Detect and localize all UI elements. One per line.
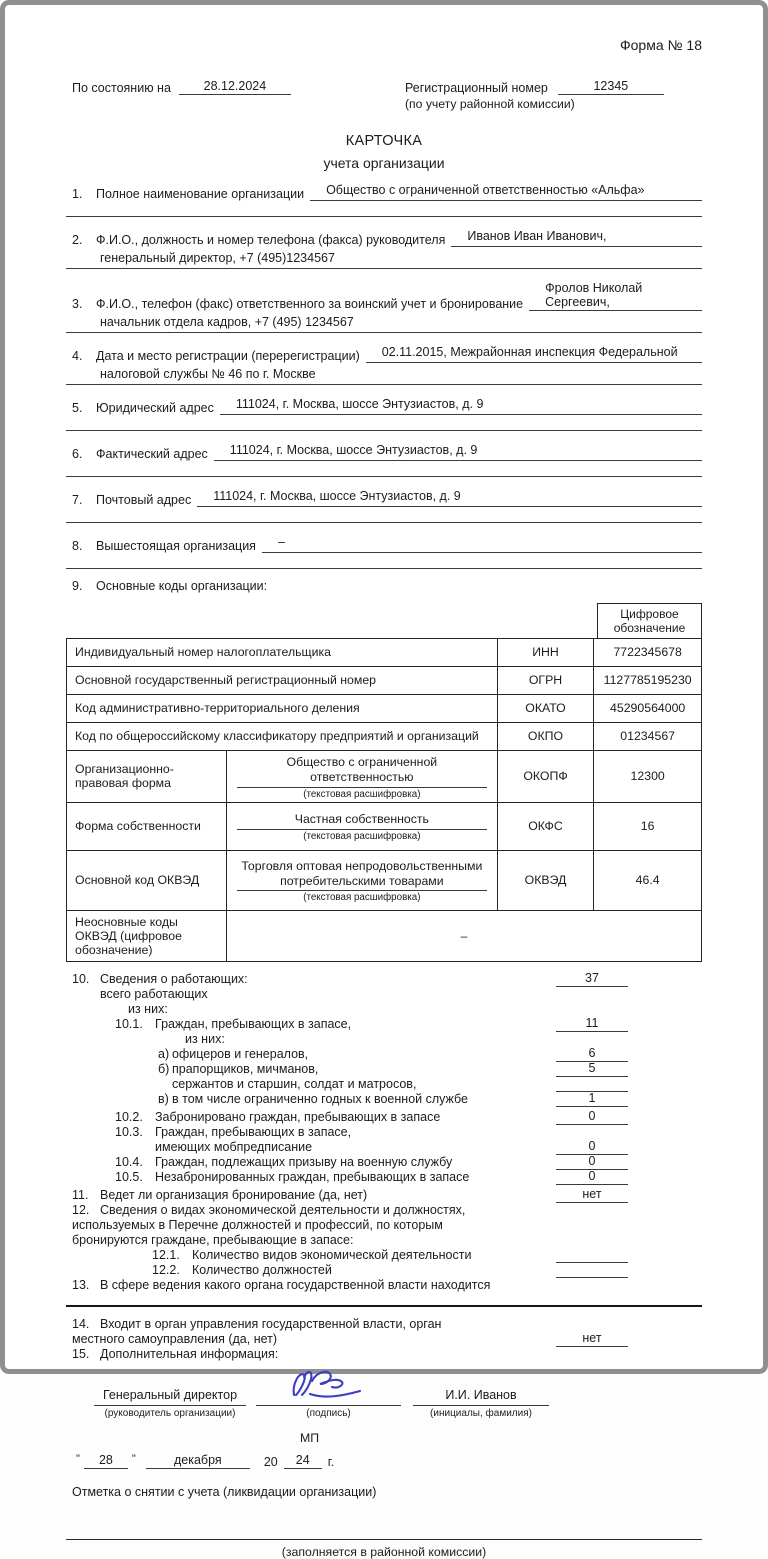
- staff-line: а) офицеров и генералов, 6: [66, 1047, 702, 1062]
- staff-line: из них:: [185, 1031, 225, 1046]
- staff-line: 10.5. Незабронированных граждан, пребывающих в запасе 0: [66, 1170, 702, 1185]
- code-value: 01234567: [594, 722, 702, 750]
- document-subtitle: учета организации: [323, 155, 445, 171]
- code-text-value: Частная собственность: [237, 812, 487, 829]
- digital-designation-header: Цифровое обозначение: [597, 603, 702, 639]
- field-value: 111024, г. Москва, шоссе Энтузиастов, д. 9: [197, 489, 702, 507]
- field-continuation-line: начальник отдела кадров, +7 (495) 1234567: [66, 315, 702, 333]
- table-row: [67, 802, 702, 850]
- staff-line: сержантов и старшин, солдат и матросов,: [66, 1077, 702, 1092]
- code-value: 1127785195230: [594, 666, 702, 694]
- code-abbr: ОКАТО: [497, 694, 594, 722]
- code-label: Организационно-правовая форма: [67, 750, 227, 802]
- staff-value: 37: [556, 972, 628, 987]
- staff-value: [556, 1263, 628, 1278]
- staff-line: 12.2. Количество должностей: [66, 1263, 702, 1278]
- field-continuation-line: [66, 557, 702, 569]
- table-row: [67, 694, 702, 722]
- staff-value: нет: [556, 1188, 628, 1203]
- codes-table: [66, 638, 702, 962]
- code-label: Код по общероссийскому классификатору предприятий и организаций: [67, 722, 498, 750]
- staff-value: 6: [556, 1047, 628, 1062]
- field-value: Фролов Николай Сергеевич,: [529, 281, 702, 311]
- staff-line: б) прапорщиков, мичманов, 5: [66, 1062, 702, 1077]
- code-label: Форма собственности: [67, 802, 227, 850]
- registration-number-label: Регистрационный номер: [405, 81, 548, 95]
- code-abbr: ОКВЭД: [497, 850, 594, 910]
- code-label: Основной государственный регистрационный номер: [67, 666, 498, 694]
- code-abbr: ИНН: [497, 638, 594, 666]
- staff-line: 10.3. Граждан, пребывающих в запасе,: [115, 1124, 352, 1139]
- date-month-field: декабря: [146, 1453, 250, 1469]
- staff-value: 5: [556, 1062, 628, 1077]
- staff-line: в) в том числе ограниченно годных к военной службе 1: [66, 1092, 702, 1107]
- registration-number-field: 12345: [558, 79, 664, 95]
- code-value: 16: [594, 802, 702, 850]
- deregistration-note: Отметка о снятии с учета (ликвидации организации): [72, 1484, 377, 1499]
- code-abbr: ОКОПФ: [497, 750, 594, 802]
- quote-mark: ": [76, 1452, 80, 1465]
- staff-line: имеющих мобпредписание 0: [66, 1140, 702, 1155]
- code-value: –: [227, 910, 702, 961]
- code-abbr: ОКПО: [497, 722, 594, 750]
- field-number: 2.: [72, 233, 83, 247]
- staff-value: 0: [556, 1140, 628, 1155]
- staff-value: нет: [556, 1332, 628, 1347]
- signer-name-caption: (инициалы, фамилия): [430, 1407, 532, 1419]
- codes-section: [66, 579, 702, 962]
- staff-value: 0: [556, 1170, 628, 1185]
- staff-line: 10.2. Забронировано граждан, пребывающих в запасе 0: [66, 1110, 702, 1125]
- table-row: [67, 722, 702, 750]
- field-value: Иванов Иван Иванович,: [451, 229, 702, 247]
- staff-line: 10. Сведения о работающих: 37: [66, 972, 702, 987]
- field-value: –: [262, 535, 702, 553]
- field-number: 1.: [72, 187, 83, 201]
- header-meta-row: [72, 79, 702, 123]
- date-row: [72, 1453, 702, 1469]
- staff-line: 12.1. Количество видов экономической деятельности: [66, 1248, 702, 1263]
- text-transcript-note: (текстовая расшифровка): [303, 788, 421, 800]
- code-text-value: Общество с ограниченной ответственностью: [237, 755, 487, 788]
- field-continuation-line: [66, 511, 702, 523]
- staff-line: 14. Входит в орган управления государственной власти, орган: [72, 1316, 442, 1331]
- codes-section-label: Основные коды организации:: [96, 579, 268, 593]
- field-label: Фактический адрес: [96, 447, 208, 461]
- footer-note: (заполняется в районной комиссии): [281, 1544, 487, 1559]
- code-text-value: Торговля оптовая непродовольственными потребительскими товарами: [237, 859, 487, 892]
- staff-line: 12. Сведения о видах экономической деятельности и должностях,: [72, 1202, 466, 1217]
- field-label: Ф.И.О., телефон (факс) ответственного за воинский учет и бронирование: [96, 297, 524, 311]
- tail-section: [66, 1317, 702, 1362]
- staff-value: 0: [556, 1155, 628, 1170]
- staff-value: 1: [556, 1092, 628, 1107]
- field-label: Вышестоящая организация: [96, 539, 256, 553]
- field-value: 111024, г. Москва, шоссе Энтузиастов, д. 9: [214, 443, 702, 461]
- code-abbr: ОГРН: [497, 666, 594, 694]
- field-value: 02.11.2015, Межрайонная инспекция Федеральной: [366, 345, 702, 363]
- field-4: [66, 345, 702, 385]
- field-continuation-line: [66, 205, 702, 217]
- field-number: 4.: [72, 349, 83, 363]
- table-row: [67, 638, 702, 666]
- table-row: [67, 910, 702, 961]
- field-label: Дата и место регистрации (перерегистрации): [96, 349, 360, 363]
- signer-position: Генеральный директор: [94, 1388, 246, 1406]
- code-abbr: ОКФС: [497, 802, 594, 850]
- staff-line: 13. В сфере ведения какого органа государственной власти находится: [72, 1277, 491, 1292]
- field-label: Почтовый адрес: [96, 493, 192, 507]
- text-transcript-note: (текстовая расшифровка): [303, 830, 421, 842]
- table-row: [67, 850, 702, 910]
- field-continuation-line: генеральный директор, +7 (495)1234567: [66, 251, 702, 269]
- field-number: 9.: [72, 579, 83, 593]
- field-continuation-line: [66, 465, 702, 477]
- staff-line: 15. Дополнительная информация:: [72, 1346, 279, 1361]
- registration-number-note: (по учету районной комиссии): [405, 97, 575, 111]
- code-value: 45290564000: [594, 694, 702, 722]
- table-row: [67, 666, 702, 694]
- field-1: [66, 183, 702, 217]
- form-number: Форма № 18: [620, 37, 702, 53]
- as-of-label: По состоянию на: [72, 81, 171, 95]
- date-century: 20: [263, 1454, 278, 1469]
- date-year-field: 24: [284, 1453, 322, 1469]
- staff-line: всего работающих: [100, 986, 208, 1001]
- staff-line: из них:: [128, 1001, 168, 1016]
- field-value: 111024, г. Москва, шоссе Энтузиастов, д. 9: [220, 397, 702, 415]
- signer-name: И.И. Иванов: [413, 1388, 549, 1406]
- document-title: КАРТОЧКА: [345, 133, 423, 149]
- staff-value: 0: [556, 1110, 628, 1125]
- field-label: Полное наименование организации: [96, 187, 305, 201]
- staff-line: 10.4. Граждан, подлежащих призыву на военную службу 0: [66, 1155, 702, 1170]
- code-label: Основной код ОКВЭД: [67, 850, 227, 910]
- field-value: Общество с ограниченной ответственностью «Альфа»: [310, 183, 702, 201]
- code-label: Индивидуальный номер налогоплательщика: [67, 638, 498, 666]
- date-day-field: 28: [84, 1453, 128, 1469]
- field-continuation-line: налоговой службы № 46 по г. Москве: [66, 367, 702, 385]
- field-5: [66, 397, 702, 431]
- staff-line: 11. Ведет ли организация бронирование (да, нет) нет: [66, 1188, 702, 1203]
- stamp-placeholder: МП: [300, 1430, 320, 1445]
- quote-mark: ": [131, 1452, 136, 1465]
- table-row: [67, 750, 702, 802]
- field-2: [66, 229, 702, 269]
- field-number: 3.: [72, 297, 83, 311]
- field-continuation-line: [66, 419, 702, 431]
- field-number: 5.: [72, 401, 83, 415]
- field-6: [66, 443, 702, 477]
- staff-line: местного самоуправления (да, нет) нет: [66, 1332, 702, 1347]
- date-suffix: г.: [327, 1454, 335, 1469]
- section-divider: [66, 1305, 702, 1307]
- staff-value: [556, 1248, 628, 1263]
- field-8: [66, 535, 702, 569]
- staff-value: [556, 1077, 628, 1092]
- signature-caption: (подпись): [306, 1407, 351, 1419]
- field-label: Ф.И.О., должность и номер телефона (факса) руководителя: [96, 233, 446, 247]
- staff-line: бронируются граждане, пребывающие в запасе:: [72, 1232, 354, 1247]
- code-value: 12300: [594, 750, 702, 802]
- field-number: 7.: [72, 493, 83, 507]
- staff-line: используемых в Перечне должностей и профессий, по которым: [72, 1217, 443, 1232]
- field-label: Юридический адрес: [96, 401, 214, 415]
- staff-line: 10.1. Граждан, пребывающих в запасе, 11: [66, 1017, 702, 1032]
- staff-value: 11: [556, 1017, 628, 1032]
- handwritten-signature-icon: [280, 1365, 380, 1405]
- signature-block: [94, 1388, 702, 1419]
- code-label: Код административно-территориального деления: [67, 694, 498, 722]
- as-of-date-field: 28.12.2024: [179, 79, 291, 95]
- field-number: 8.: [72, 539, 83, 553]
- code-value: 46.4: [594, 850, 702, 910]
- field-number: 6.: [72, 447, 83, 461]
- text-transcript-note: (текстовая расшифровка): [303, 892, 421, 904]
- field-7: [66, 489, 702, 523]
- workforce-section: [66, 972, 702, 1293]
- field-3: [66, 281, 702, 333]
- code-value: 7722345678: [594, 638, 702, 666]
- signer-position-caption: (руководитель организации): [104, 1407, 236, 1419]
- code-label: Неосновные коды ОКВЭД (цифровое обозначение): [67, 910, 227, 961]
- footer-rule: [66, 1539, 702, 1540]
